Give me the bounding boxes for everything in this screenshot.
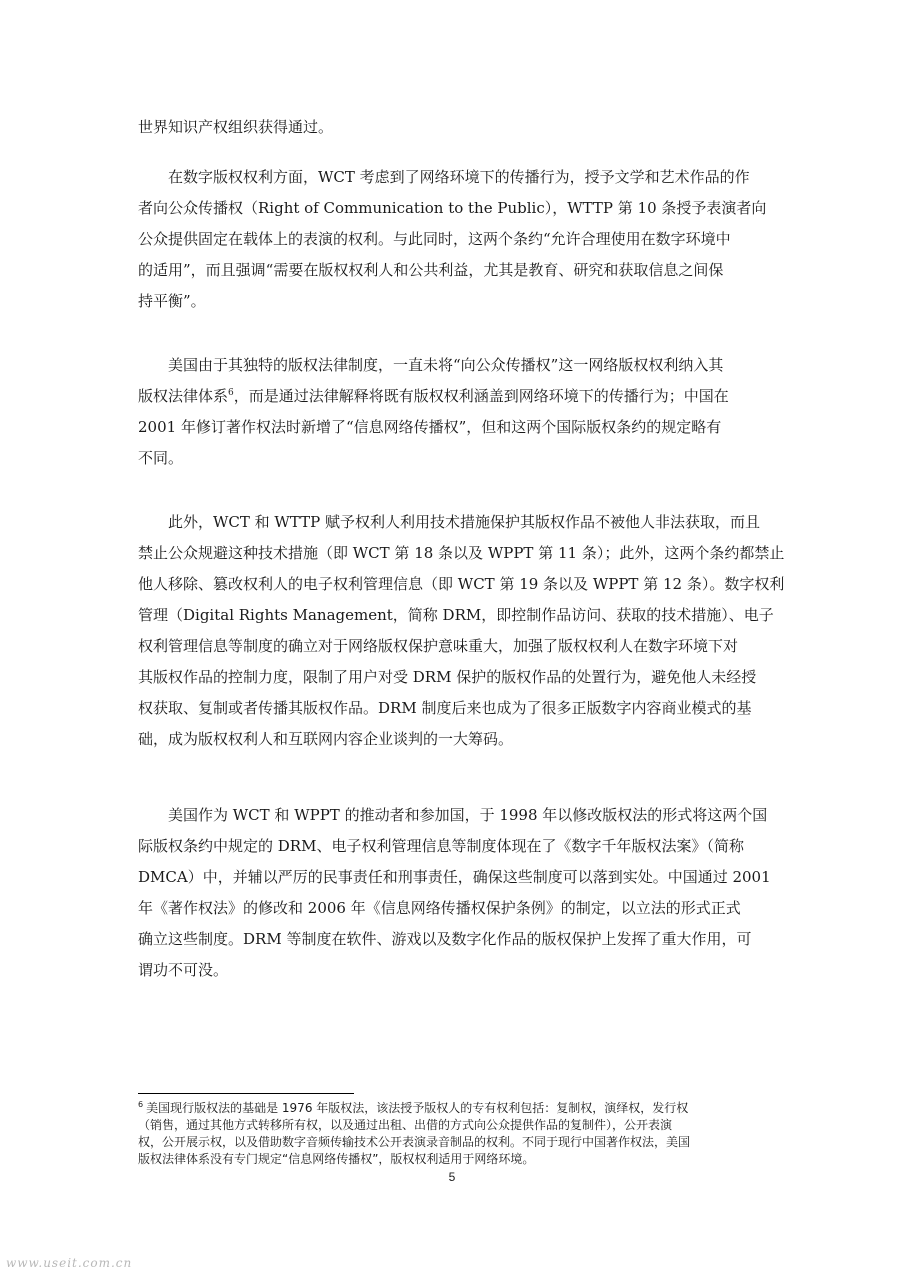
text-line: 确立这些制度。DRM 等制度在软件、游戏以及数字化作品的版权保护上发挥了重大作用，可 (138, 930, 752, 948)
footnote-reference[interactable]: 6 (228, 388, 234, 398)
text-line: 权获取、复制或者传播其版权作品。DRM 制度后来也成为了很多正版数字内容商业模式的基 (138, 699, 752, 717)
text-line: 础，成为版权权利人和互联网内容企业谈判的一大筹码。 (138, 730, 514, 748)
text-line: 不同。 (138, 449, 184, 467)
text-line: 者向公众传播权（Right of Communication to the Public），WTTP 第 10 条授予表演者向 (138, 199, 767, 217)
paragraph (138, 507, 785, 755)
text-line: 美国由于其独特的版权法律制度，一直未将“向公众传播权”这一网络版权权利纳入其 (138, 356, 724, 374)
text-line: 谓功不可没。 (138, 961, 229, 979)
text-line: 他人移除、篡改权利人的电子权利管理信息（即 WCT 第 19 条以及 WPPT 第 12 条）。数字权利 (138, 575, 785, 593)
text-line: 2001 年修订著作权法时新增了“信息网络传播权”，但和这两个国际版权条约的规定略有 (138, 418, 722, 436)
text-line: 版权法律体系$^6$，而是通过法律解释将既有版权权利涵盖到网络环境下的传播行为；中国在 (138, 387, 729, 405)
text-line: 美国作为 WCT 和 WPPT 的推动者和参加国，于 1998 年以修改版权法的形式将这两个国 (138, 806, 768, 824)
page-number: 5 (448, 1170, 456, 1184)
footnote (138, 1100, 778, 1168)
footnote-line: $^6$ 美国现行版权法的基础是 1976 年版权法，该法授予版权人的专有权利包括：复制权，演绎权，发行权 (138, 1100, 689, 1115)
footnote-line: 版权法律体系没有专门规定“信息网络传播权”，版权权利适用于网络环境。 (138, 1152, 535, 1166)
paragraph (138, 162, 770, 317)
footnote-separator (138, 1093, 354, 1094)
paragraph (138, 112, 770, 143)
text-line: 的适用”，而且强调“需要在版权权利人和公共利益，尤其是教育、研究和获取信息之间保 (138, 261, 724, 279)
text-line: 世界知识产权组织获得通过。 (138, 118, 334, 136)
text-line: 其版权作品的控制力度，限制了用户对受 DRM 保护的版权作品的处置行为，避免他人未经授 (138, 668, 757, 686)
watermark: www.useit.com.cn (6, 1256, 133, 1270)
text-line: 持平衡”。 (138, 292, 206, 310)
footnote-mark: 6 (138, 1100, 144, 1109)
text-line: 管理（Digital Rights Management，简称 DRM，即控制作品访问、获取的技术措施）、电子 (138, 606, 774, 624)
text-line: 此外，WCT 和 WTTP 赋予权利人利用技术措施保护其版权作品不被他人非法获取，而且 (138, 513, 761, 531)
text-line: 公众提供固定在载体上的表演的权利。与此同时，这两个条约“允许合理使用在数字环境中 (138, 230, 731, 248)
footnote-line: （销售，通过其他方式转移所有权，以及通过出租、出借的方式向公众提供作品的复制件），公开表演 (138, 1118, 673, 1132)
paragraph (138, 350, 770, 474)
text-line: DMCA）中，并辅以严厉的民事责任和刑事责任，确保这些制度可以落到实处。中国通过 2001 (138, 868, 771, 886)
text-line: 权利管理信息等制度的确立对于网络版权保护意味重大，加强了版权权利人在数字环境下对 (138, 637, 739, 655)
paragraph (138, 800, 770, 986)
text-line: 禁止公众规避这种技术措施（即 WCT 第 18 条以及 WPPT 第 11 条）；此外，这两个条约都禁止 (138, 544, 785, 562)
text-line: 年《著作权法》的修改和 2006 年《信息网络传播权保护条例》的制定，以立法的形式正式 (138, 899, 741, 917)
text-line: 在数字版权权利方面，WCT 考虑到了网络环境下的传播行为，授予文学和艺术作品的作 (138, 168, 750, 186)
text-line: 际版权条约中规定的 DRM、电子权利管理信息等制度体现在了《数字千年版权法案》（简称 (138, 837, 744, 855)
footnote-line: 权，公开展示权，以及借助数字音频传输技术公开表演录音制品的权利。不同于现行中国著作权法，美国 (138, 1135, 691, 1149)
